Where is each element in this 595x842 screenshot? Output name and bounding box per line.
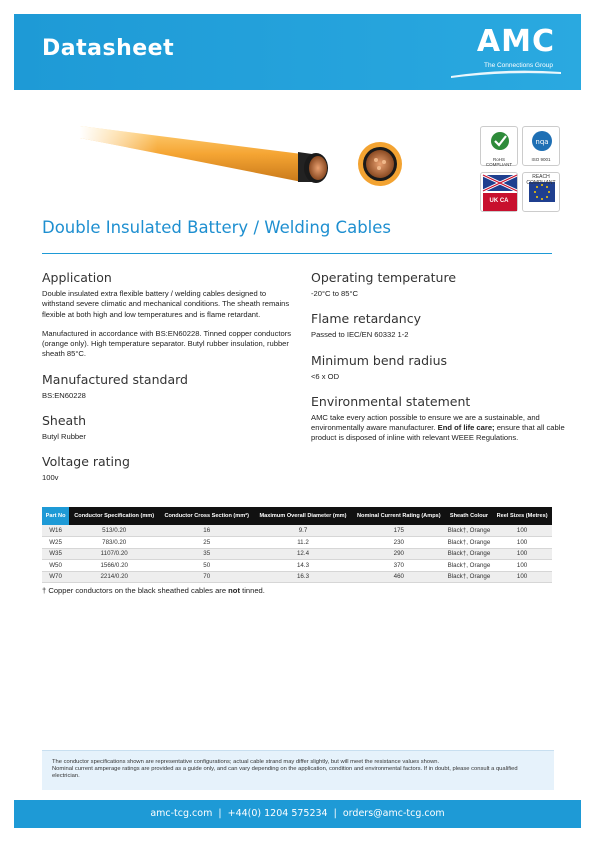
cell-cross-section: 50 xyxy=(159,560,254,572)
bend-radius-value: <6 x OD xyxy=(311,371,340,381)
voltage-rating-heading: Voltage rating xyxy=(42,454,130,470)
sheath-heading: Sheath xyxy=(42,413,87,429)
application-text-1: Double insulated extra flexible battery / welding cables designed to withstand severe climatic and mechanical conditions. The sheath remains flexible at both high and low temperatures and is flame retardant. xyxy=(42,289,290,319)
cell-part-no: W70 xyxy=(42,571,69,583)
cell-current-rating: 230 xyxy=(352,537,446,549)
logo-text: AMC xyxy=(476,24,555,59)
left-column xyxy=(42,270,292,496)
cell-max-diameter: 14.3 xyxy=(254,560,352,572)
title-divider xyxy=(42,253,552,254)
footer-contact-text: amc-tcg.com | +44(0) 1204 575234 | orders@amc-tcg.com xyxy=(150,808,445,819)
rohs-label: RoHS COMPLIANT xyxy=(485,157,513,167)
cable-product-image xyxy=(80,118,420,208)
manufactured-standard-heading: Manufactured standard xyxy=(42,371,188,387)
cell-cross-section: 25 xyxy=(159,537,254,549)
header-max-diameter: Maximum Overall Diameter (mm) xyxy=(254,507,352,525)
iso-label: ISO 9001 xyxy=(531,157,551,162)
table-row xyxy=(42,537,552,549)
disclaimer-box xyxy=(42,750,554,790)
cell-conductor-spec: 513/0.20 xyxy=(69,525,159,537)
table-row xyxy=(42,571,552,583)
voltage-rating-section xyxy=(42,454,292,483)
cell-conductor-spec: 1107/0.20 xyxy=(69,548,159,560)
application-section xyxy=(42,270,292,360)
header-sheath-colour: Sheath Colour xyxy=(446,507,492,525)
table-row xyxy=(42,525,552,537)
cell-conductor-spec: 783/0.20 xyxy=(69,537,159,549)
manufactured-standard-value: BS:EN60228 xyxy=(42,390,86,400)
flame-retardancy-section xyxy=(311,311,566,340)
table-row xyxy=(42,560,552,572)
cell-max-diameter: 16.3 xyxy=(254,571,352,583)
disclaimer-line-1: The conductor specifications shown are representative configurations; actual cable strand may differ slightly, but will meet the resistance values shown. xyxy=(52,759,440,765)
cell-cross-section: 70 xyxy=(159,571,254,583)
footnote-text-bold: not xyxy=(228,586,240,595)
cell-reel-size: 100 xyxy=(492,571,552,583)
cell-max-diameter: 11.2 xyxy=(254,537,352,549)
cell-reel-size: 100 xyxy=(492,525,552,537)
ukca-label: UK CA xyxy=(489,198,509,204)
header-cross-section: Conductor Cross Section (mm²) xyxy=(159,507,254,525)
cell-sheath-colour: Black†, Orange xyxy=(446,548,492,560)
header-conductor-spec: Conductor Specification (mm) xyxy=(69,507,159,525)
voltage-rating-value: 100v xyxy=(42,473,59,483)
cell-max-diameter: 9.7 xyxy=(254,525,352,537)
cell-current-rating: 460 xyxy=(352,571,446,583)
cell-part-no: W35 xyxy=(42,548,69,560)
svg-text:nqa: nqa xyxy=(535,138,549,146)
sheath-section xyxy=(42,413,292,442)
cell-reel-size: 100 xyxy=(492,560,552,572)
right-column xyxy=(311,270,566,456)
cell-cross-section: 35 xyxy=(159,548,254,560)
cell-sheath-colour: Black†, Orange xyxy=(446,525,492,537)
operating-temperature-heading: Operating temperature xyxy=(311,270,457,285)
operating-temperature-section xyxy=(311,270,566,299)
page-title: Datasheet xyxy=(42,36,175,61)
environmental-text xyxy=(311,413,566,444)
cell-max-diameter: 12.4 xyxy=(254,548,352,560)
header-current-rating: Nominal Current Rating (Amps) xyxy=(352,507,446,525)
cell-sheath-colour: Black†, Orange xyxy=(446,560,492,572)
cell-part-no: W25 xyxy=(42,537,69,549)
manufactured-standard-section xyxy=(42,372,292,401)
header-reel-sizes: Reel Sizes (Metres) xyxy=(492,507,552,525)
header-banner xyxy=(14,14,581,90)
cell-sheath-colour: Black†, Orange xyxy=(446,571,492,583)
cell-current-rating: 370 xyxy=(352,560,446,572)
table-header-row xyxy=(42,507,552,525)
amc-logo xyxy=(451,24,561,76)
cell-sheath-colour: Black†, Orange xyxy=(446,537,492,549)
cell-reel-size: 100 xyxy=(492,537,552,549)
cell-conductor-spec: 1566/0.20 xyxy=(69,560,159,572)
disclaimer-line-2: Nominal current amperage ratings are provided as a guide only, and can vary depending on the application, condition and environmental factors. If in doubt, please consult a qualified electrician. xyxy=(52,766,518,779)
reach-label: REACH COMPLIANT xyxy=(526,174,556,186)
product-title: Double Insulated Battery / Welding Cables xyxy=(42,218,391,237)
cell-current-rating: 290 xyxy=(352,548,446,560)
table-row xyxy=(42,548,552,560)
footnote-text-end: tinned. xyxy=(239,586,265,595)
footer-contact-bar xyxy=(14,800,581,828)
environmental-text-end: ensure that all cable product is disposed of inline with relevant WEEE Regulations. xyxy=(311,423,565,443)
environmental-section xyxy=(311,394,566,444)
reach-badge-icon xyxy=(522,172,560,212)
application-text-2: Manufactured in accordance with BS:EN60228. Tinned copper conductors (orange only). High temperature separator. Butyl rubber insulation, rubber sheath 85°C. xyxy=(42,328,292,359)
specifications-table xyxy=(42,507,552,583)
logo-tagline: The Connections Group xyxy=(483,62,553,69)
bend-radius-heading: Minimum bend radius xyxy=(311,352,447,368)
operating-temperature-value: -20°C to 85°C xyxy=(311,289,359,298)
application-heading: Application xyxy=(42,270,112,285)
table-footnote xyxy=(42,586,265,595)
footnote-text-start: † Copper conductors on the black sheathed cables are xyxy=(42,586,229,595)
ukca-badge-icon xyxy=(480,172,518,212)
rohs-badge-icon xyxy=(480,126,518,166)
environmental-text-bold: End of life care; xyxy=(437,423,495,433)
flame-retardancy-heading: Flame retardancy xyxy=(311,311,421,327)
sheath-value: Butyl Rubber xyxy=(42,432,86,442)
cell-cross-section: 16 xyxy=(159,525,254,537)
cell-part-no: W16 xyxy=(42,525,69,537)
header-part-no: Part No xyxy=(42,507,69,525)
environmental-text-start: AMC take every action possible to ensure we are a sustainable, and environmentally aware manufacturer. xyxy=(311,412,540,433)
cell-conductor-spec: 2214/0.20 xyxy=(69,571,159,583)
cell-part-no: W50 xyxy=(42,560,69,572)
environmental-heading: Environmental statement xyxy=(311,393,471,409)
flame-retardancy-value: Passed to IEC/EN 60332 1-2 xyxy=(311,330,409,340)
certification-badges xyxy=(480,126,560,216)
cell-current-rating: 175 xyxy=(352,525,446,537)
bend-radius-section xyxy=(311,353,566,382)
nqa-iso-badge-icon xyxy=(522,126,560,166)
cell-reel-size: 100 xyxy=(492,548,552,560)
